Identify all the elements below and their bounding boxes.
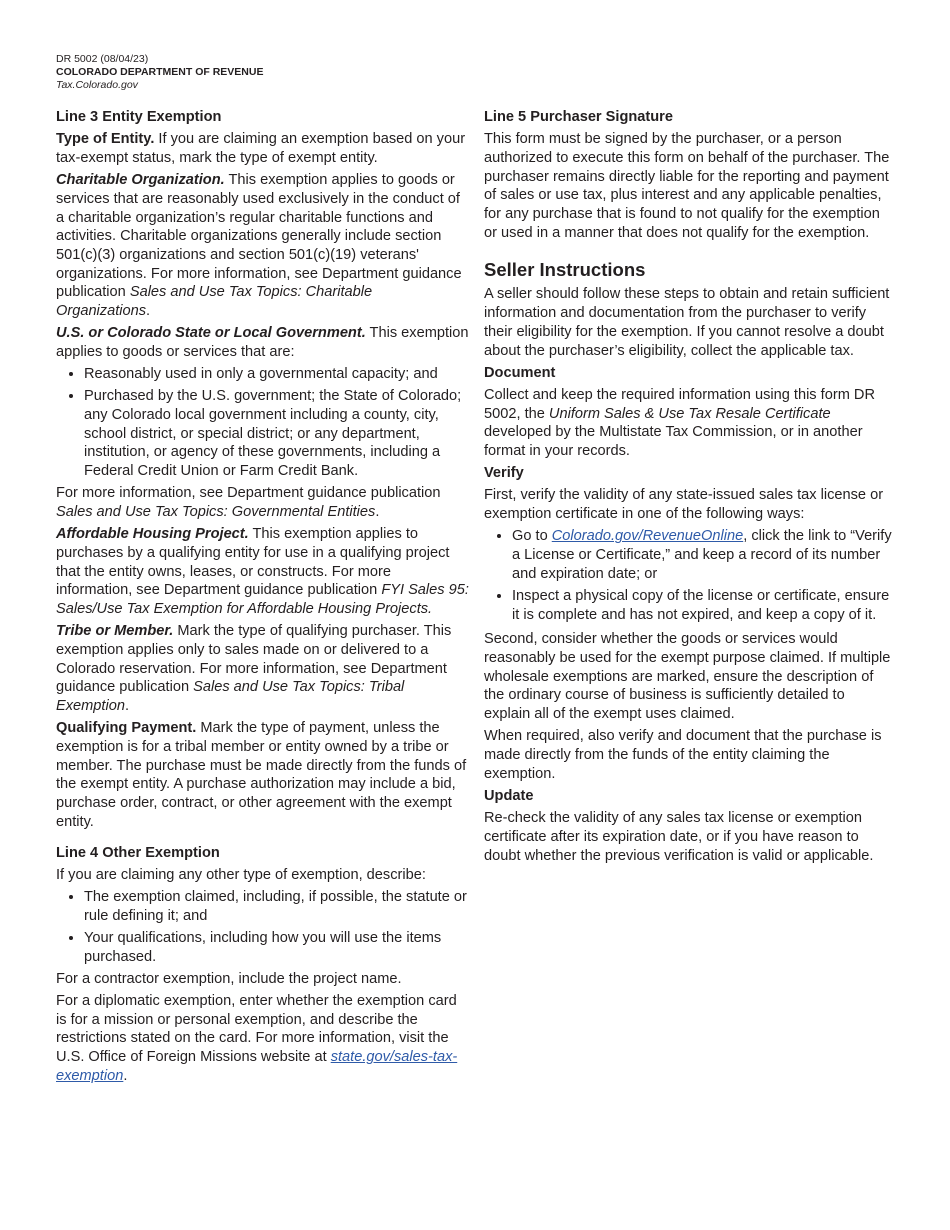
- charitable-text: This exemption applies to goods or services that are reasonably used exclusively in the conduct of a charitable organization’s regular charitable functions and activities. Charitable organizations generally include section 501(c)(3) organizations and section 501(c)(19) veterans' organizations. For more information, see Department guidance publication: [56, 172, 462, 301]
- document-title: Uniform Sales & Use Tax Resale Certificate: [548, 405, 831, 422]
- line4-intro: If you are claiming any other type of exemption, describe:: [56, 866, 426, 883]
- line5-paragraph: This form must be signed by the purchaser, or a person authorized to execute this form on behalf of the purchaser. The purchaser remains directly liable for the reporting and payment of sales or use tax, plus interest and any applicable penalties, for any purchase that is found to not qualify for the exemption or used in a manner that does not qualify for the exemption.: [484, 131, 890, 241]
- type-of-entity-text: If you are claiming an exemption based on your tax-exempt status, mark the type of exempt entity.: [56, 131, 466, 166]
- verify-b1-pre: Go to: [512, 528, 552, 545]
- right-column: [484, 108, 894, 869]
- update-heading: Update: [484, 788, 534, 804]
- verify-b1-post: , click the link to “Verify a License or Certificate,” and keep a record of its number and expiration date; or: [512, 528, 892, 582]
- line4-heading: Line 4 Other Exemption: [56, 844, 220, 861]
- government-text: This exemption applies to goods or services that are:: [56, 325, 469, 360]
- payment-paragraph: [56, 719, 470, 831]
- verify-list: [484, 527, 894, 624]
- seller-instructions-heading: Seller Instructions: [484, 259, 646, 281]
- payment-text: Mark the type of payment, unless the exemption is for a tribal member or entity owned by a tribe or member. The purchase must be made directly from the funds of the exempt entity. A purchase authorization may include a bid, purchase order, contract, or other agreement with the exempt entity.: [56, 720, 467, 830]
- list-item: • The exemption claimed, including, if possible, the statute or rule defining it; and: [84, 888, 470, 925]
- charitable-paragraph: Charitable Organization. This exemption applies to goods or services that are reasonably used exclusively in the conduct of a charitable organization’s regular charitable functions and activities. Charitable organizations generally include section 501(c)(3) organizations and section 501(c)(19) veterans' organizations. For more information, see Department guidance publication Sales and Use Tax Topics: Charitable Organizations.: [56, 172, 462, 320]
- list-item: • Reasonably used in only a governmental capacity; and: [84, 365, 470, 384]
- list-item: • Inspect a physical copy of the license or certificate, ensure it is complete and has not expired, and keep a copy of it.: [512, 587, 894, 624]
- tribe-publication: Sales and Use Tax Topics: Tribal Exemption: [56, 679, 405, 715]
- list-item: • Your qualifications, including how you will use the items purchased.: [84, 929, 470, 966]
- government-more-text: For more information, see Department guidance publication: [56, 485, 441, 502]
- charitable-publication: Sales and Use Tax Topics: Charitable Organizations: [56, 284, 373, 320]
- list-item: • Purchased by the U.S. government; the State of Colorado; any Colorado local government including a county, city, school district, or special district; or any department, institution, or agency of these governments, including a Federal Credit Union or Farm Credit Bank.: [84, 387, 470, 481]
- update-paragraph: Re-check the validity of any sales tax license or exemption certificate after its expiration date, or if you have reason to doubt whether the previous verification is valid or applicable.: [484, 810, 874, 864]
- left-column: [56, 108, 470, 1089]
- agency-website: Tax.Colorado.gov: [56, 79, 138, 91]
- revenue-online-link[interactable]: Colorado.gov/RevenueOnline: [551, 528, 744, 545]
- document-paragraph: [484, 386, 894, 461]
- contractor-paragraph: For a contractor exemption, include the project name.: [56, 970, 402, 987]
- document-heading: Document: [484, 364, 556, 381]
- diplomatic-text: For a diplomatic exemption, enter whether the exemption card is for a mission or personal exemption, and describe the restrictions stated on the card. For more information, visit the U.S. Office of Foreign Missions website at: [56, 992, 457, 1066]
- payment-label: Qualifying Payment.: [56, 720, 197, 737]
- verify-heading: Verify: [484, 465, 524, 482]
- tribe-paragraph: Tribe or Member. Mark the type of qualifying purchaser. This exemption applies only to sales made on or delivered to a Colorado reservation. For more information, see Department guidance publication Sales and Use Tax Topics: Tribal Exemption.: [56, 623, 452, 715]
- verify-intro: First, verify the validity of any state-issued sales tax license or exemption certificate in one of the following ways:: [484, 487, 884, 523]
- diplomatic-paragraph: For a diplomatic exemption, enter whether the exemption card is for a mission or personal exemption, and describe the restrictions stated on the card. For more information, visit the U.S. Office of Foreign Missions website at state.gov/sales-tax-exemption.: [56, 992, 458, 1084]
- line5-heading: Line 5 Purchaser Signature: [484, 109, 673, 125]
- document-text-b: developed by the Multistate Tax Commission, or in another format in your records.: [484, 424, 863, 460]
- seller-intro: A seller should follow these steps to obtain and retain sufficient information and documentation from the purchaser to verify their eligibility for the exemption. If you cannot resolve a doubt about the purchaser’s eligibility, collect the applicable tax.: [484, 286, 890, 359]
- form-id: DR 5002 (08/04/23): [56, 53, 149, 65]
- housing-paragraph: [56, 525, 470, 619]
- housing-text: This exemption applies to purchases by a qualifying entity for use in a qualifying project that the entity owns, leases, or constructs. For more information, see Department guidance publication: [56, 526, 450, 599]
- government-paragraph: [56, 324, 470, 361]
- line4-list: [56, 888, 470, 966]
- charitable-label: Charitable Organization.: [56, 172, 225, 189]
- housing-publication: FYI Sales 95: Sales/Use Tax Exemption for Affordable Housing Projects.: [56, 582, 469, 618]
- state-gov-link[interactable]: state.gov/sales-tax-exemption: [56, 1049, 458, 1084]
- tribe-text: Mark the type of qualifying purchaser. This exemption applies only to sales made on or delivered to a Colorado reservation. For more information, see Department guidance publication: [56, 623, 452, 696]
- type-of-entity-paragraph: [56, 130, 470, 167]
- government-list: [56, 365, 470, 481]
- verify-second-paragraph: Second, consider whether the goods or services would reasonably be used for the exempt purpose claimed. If multiple wholesale exemptions are marked, ensure the description of the ordinary course of business is sufficiently detailed to explain all of the exempt uses claimed.: [484, 631, 891, 723]
- document-text-a: Collect and keep the required information using this form DR 5002, the: [484, 386, 875, 422]
- type-of-entity-label: Type of Entity.: [56, 131, 155, 148]
- government-label: U.S. or Colorado State or Local Government.: [56, 325, 366, 342]
- verify-third-paragraph: When required, also verify and document that the purchase is made directly from the funds of the entity claiming the exemption.: [484, 728, 882, 782]
- form-header: [56, 53, 263, 92]
- housing-label: Affordable Housing Project.: [56, 526, 249, 543]
- tribe-label: Tribe or Member.: [56, 623, 174, 640]
- government-more-paragraph: For more information, see Department guidance publication Sales and Use Tax Topics: Governmental Entities.: [56, 485, 441, 521]
- list-item: [512, 527, 894, 583]
- agency-name: COLORADO DEPARTMENT OF REVENUE: [56, 66, 264, 78]
- line3-heading: Line 3 Entity Exemption: [56, 109, 222, 125]
- government-publication: Sales and Use Tax Topics: Governmental Entities: [56, 504, 376, 521]
